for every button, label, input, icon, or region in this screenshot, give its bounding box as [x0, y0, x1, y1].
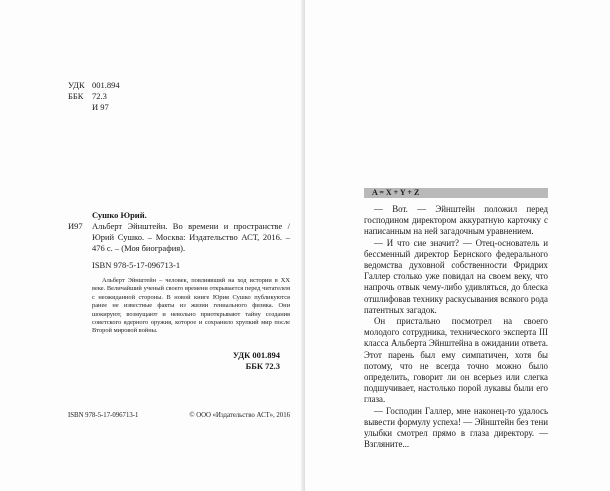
- paragraph: — И что сие значит? — Отец-основатель и бессменный директор Бернского федерального ведомства духовной собственности Фридрих Галлер столько уже повидал на своем веку, что напрочь отвык чему-либо удивляться, до блеска отшлифовав технику раскусывания всякого рода патентных загадок.: [364, 237, 548, 315]
- paragraph: — Господин Галлер, мне наконец-то удалось вывести формулу успеха! — Эйнштейн без тени улыбки смотрел прямо в глаза директору. — Взгляните...: [364, 405, 548, 450]
- bbk-value: 72.3: [92, 91, 107, 101]
- chapter-header: A = X + Y + Z: [364, 188, 548, 198]
- bbk-label: ББК: [68, 91, 84, 101]
- catalog-entry: [68, 221, 290, 254]
- paragraph: — Вот. — Эйнштейн положил перед господином директором аккуратную карточку с написанным на ней загадочным уравнением.: [364, 204, 548, 237]
- chapter-body: [364, 204, 548, 450]
- footer-copyright: © ООО «Издательство АСТ», 2016: [189, 412, 290, 419]
- udk-classification-bottom: [68, 350, 290, 372]
- catalog-isbn: ISBN 978-5-17-096713-1: [92, 260, 181, 270]
- catalog-title-entry: Альберт Эйнштейн. Во времени и пространстве / Юрий Сушко. – Москва: Издательство АСТ, 2016. – 476 с. – (Моя биография).: [92, 221, 290, 253]
- catalog-card: [68, 210, 290, 372]
- imprint-footer: [68, 412, 290, 419]
- catalog-annotation: Альберт Эйнштейн – человек, повлиявший на ход истории в XX веке. Величайший ученый своего времени открывается перед читателем с неожиданной стороны. В новой книге Юрия Сушко публикуются ранее не известные факты из жизни гениального физика. Они шокируют, возмущают и невольно приоткрывают тайну создания советского ядерного оружия, которое и сохранило хрупкий мир после Второй мировой войны.: [92, 277, 290, 335]
- bbk-bottom-line: ББК 72.3: [245, 360, 280, 371]
- footer-isbn: ISBN 978-5-17-096713-1: [68, 412, 139, 419]
- udk-label: УДК: [68, 80, 85, 90]
- catalog-sign: И97: [68, 221, 83, 231]
- author-sign: И 97: [92, 102, 109, 112]
- catalog-author: Сушко Юрий.: [92, 210, 147, 220]
- paragraph: Он пристально посмотрел на своего молодого сотрудника, технического эксперта III класса Альберта Эйнштейна в ожидании ответа. Этот парень был ему симпатичен, хотя бы потому, что не всегда точно можно было определить, говорит ли он всерьез или слегка подшучивает, настолько порой лукавы были его глаза.: [364, 316, 548, 405]
- udk-value: 001.894: [92, 80, 120, 90]
- udk-bottom-line: УДК 001.894: [232, 349, 280, 360]
- udk-classification-top: [68, 80, 120, 113]
